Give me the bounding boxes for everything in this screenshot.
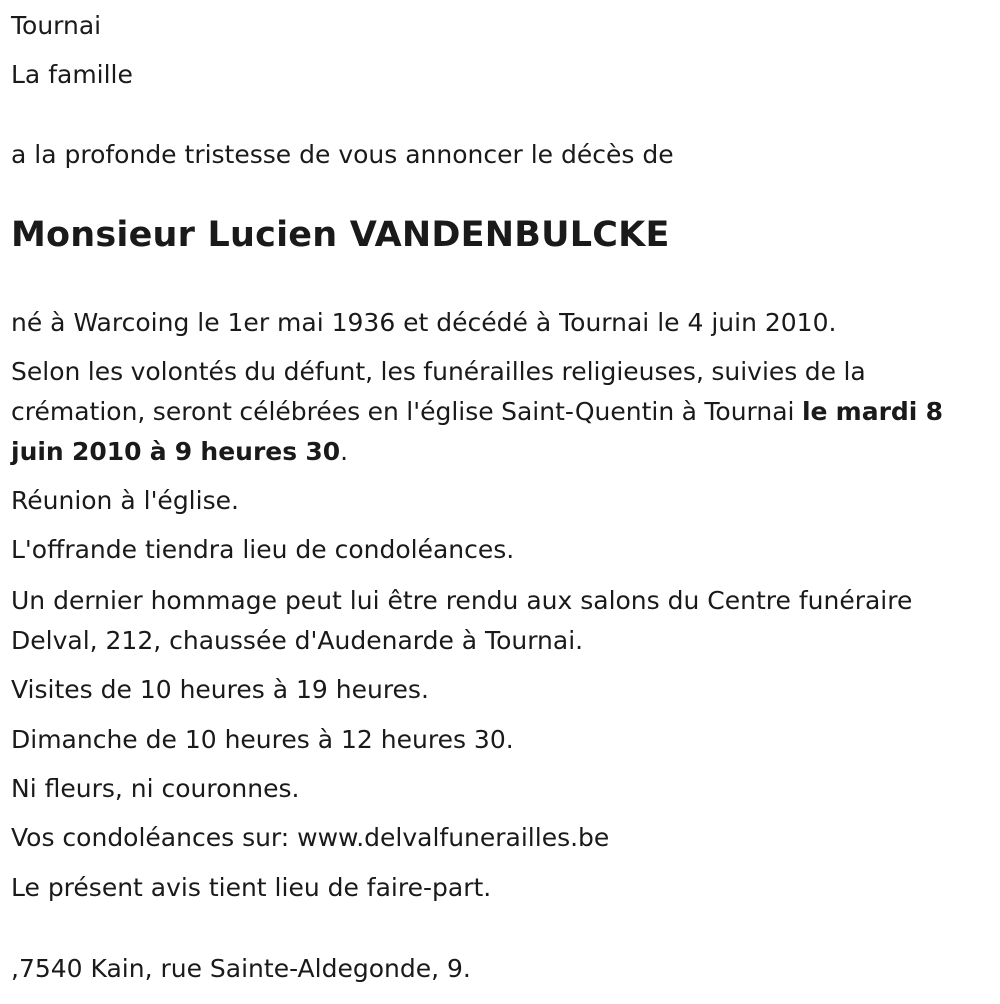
funeral-end: .: [340, 437, 349, 466]
funeral-date: le mardi 8 juin 2010 à 9 heures 30: [11, 397, 943, 466]
flowers-info: Ni fleurs, ni couronnes.: [11, 774, 300, 803]
funeral-text: Selon les volontés du défunt, les funérailles religieuses, suivies de la crémation, seront célébrées en l'église Saint-Quentin à Tournai: [11, 357, 866, 426]
offering-info: L'offrande tiendra lieu de condoléances.: [11, 535, 515, 564]
deceased-name: Monsieur Lucien VANDENBULCKE: [11, 215, 670, 255]
visits-info: Visites de 10 heures à 19 heures.: [11, 675, 429, 704]
family-address: ,7540 Kain, rue Sainte-Aldegonde, 9.: [11, 954, 471, 983]
notice-statement: Le présent avis tient lieu de faire-part.: [11, 873, 492, 902]
funeral-details: [11, 352, 986, 472]
condolences-info: Vos condoléances sur: www.delvalfunerailles.be: [11, 823, 610, 852]
sunday-info: Dimanche de 10 heures à 12 heures 30.: [11, 725, 514, 754]
gathering-info: Réunion à l'église.: [11, 486, 239, 515]
family-label: La famille: [11, 60, 133, 89]
city: Tournai: [11, 11, 102, 40]
birth-death-dates: né à Warcoing le 1er mai 1936 et décédé à Tournai le 4 juin 2010.: [11, 308, 837, 337]
tribute-info: Un dernier hommage peut lui être rendu aux salons du Centre funéraire Delval, 212, chaussée d'Audenarde à Tournai.: [11, 586, 913, 655]
announcement: a la profonde tristesse de vous annoncer le décès de: [11, 140, 674, 169]
